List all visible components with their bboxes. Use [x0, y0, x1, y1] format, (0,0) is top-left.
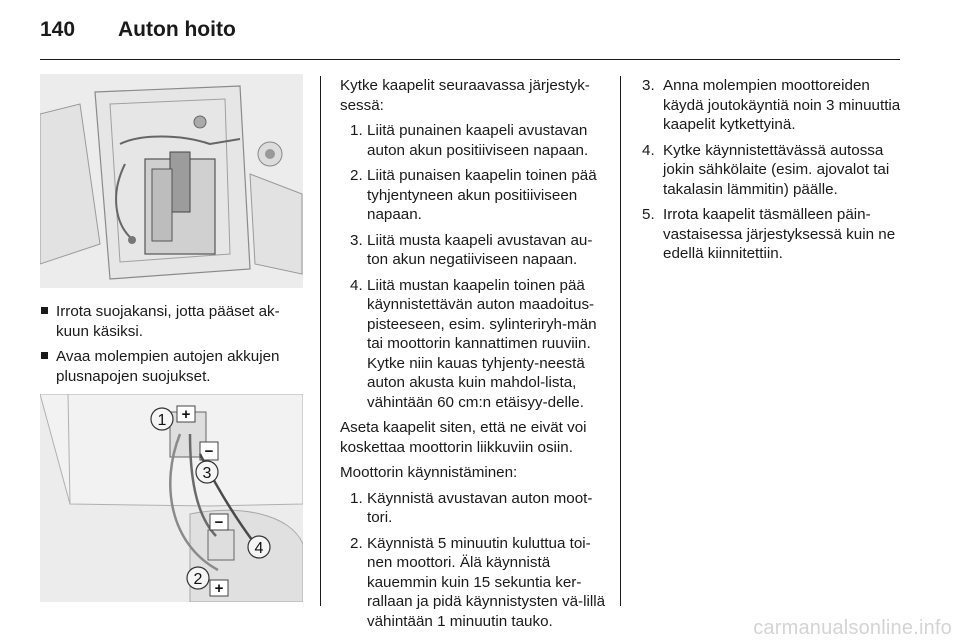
- list-item: 2. Liitä punaisen kaapelin toinen pää tyhjentyneen akun positiiviseen napaan.: [350, 167, 597, 223]
- svg-text:3: 3: [202, 465, 212, 482]
- list-item: 4. Kytke käynnistettävässä autossa jokin sähkölaite (esim. ajovalot tai takalasin lämmitin) päälle.: [642, 141, 890, 198]
- svg-text:+: +: [181, 406, 191, 423]
- svg-text:2: 2: [193, 571, 203, 588]
- column-divider-left: [320, 76, 321, 606]
- watermark: carmanualsonline.info: [753, 617, 952, 639]
- chapter-title: Auton hoito: [118, 18, 236, 41]
- plus-terminal-top: [177, 406, 195, 423]
- plus-terminal-bottom: [210, 580, 228, 597]
- battery-compartment-illustration: [40, 74, 303, 288]
- left-column: [40, 74, 303, 602]
- list-item: 4. Liitä mustan kaapelin toinen pää käynnistettävän auton maadoitus-pisteeseen, esim. sylinteriryh-män tai moottorin kannattimen ruuviin. Kytke niin kauas tyhjenty-neestä auton akusta kuin mahdol-lista, vähintään 60 cm:n etäisyy-delle.: [350, 276, 597, 411]
- connection-steps: [340, 121, 608, 412]
- list-item: 5. Irrota kaapelit täsmälleen päin-vastaisessa järjestyksessä kuin ne edellä kiinnitettiin.: [642, 206, 896, 262]
- svg-text:+: +: [214, 580, 224, 597]
- bullet-square-icon: [41, 307, 48, 314]
- list-item: 3. Liitä musta kaapeli avustavan au-ton akun negatiiviseen napaan.: [350, 231, 593, 268]
- cable-placement-note: Aseta kaapelit siten, että ne eivät voi koskettaa moottorin liikkuviin osiin.: [340, 419, 587, 456]
- engine-start-steps: [340, 489, 608, 632]
- list-item: 3. Anna molempien moottoreiden käydä joutokäyntiä noin 3 minuuttia kaapelit kytkettyinä.: [642, 77, 901, 133]
- list-item: 1. Käynnistä avustavan auton moot-tori.: [350, 489, 593, 526]
- engine-start-steps-continued: [642, 76, 904, 264]
- page-number: 140: [40, 18, 76, 41]
- svg-text:4: 4: [254, 540, 264, 557]
- minus-terminal-bottom: [210, 514, 228, 531]
- bullet-item: Avaa molempien autojen akkujen plusnapojen suojukset.: [40, 347, 303, 386]
- callout-1: [151, 408, 173, 430]
- connection-intro: Kytke kaapelit seuraavassa järjestyk-sessä:: [340, 77, 590, 114]
- engine-start-heading: Moottorin käynnistäminen:: [340, 464, 518, 481]
- callout-2: [187, 567, 209, 589]
- header-rule: [40, 59, 900, 60]
- minus-terminal-top: [205, 443, 214, 460]
- list-item: 2. Käynnistä 5 minuutin kuluttua toi-nen moottori. Älä käynnistä kauemmin kuin 15 sekuntia ker-rallaan ja pidä käynnistysten vä-lillä vähintään 1 minuutin tauko.: [350, 534, 606, 630]
- callout-3: [196, 461, 218, 483]
- svg-text:−: −: [204, 443, 214, 460]
- bullet-item: Irrota suojakansi, jotta pääset ak-kuun käsiksi.: [40, 302, 303, 341]
- bullet-list: [40, 302, 303, 386]
- list-item: 1. Liitä punainen kaapeli avustavan auton akun positiiviseen napaan.: [350, 122, 589, 159]
- middle-column: [340, 76, 608, 637]
- page-header: [40, 18, 236, 50]
- svg-text:−: −: [214, 514, 224, 531]
- right-column: [642, 76, 904, 270]
- bullet-square-icon: [41, 352, 48, 359]
- jump-start-cable-diagram: [40, 394, 303, 602]
- svg-text:1: 1: [157, 412, 167, 429]
- callout-4: [248, 536, 270, 558]
- column-divider-right: [620, 76, 621, 606]
